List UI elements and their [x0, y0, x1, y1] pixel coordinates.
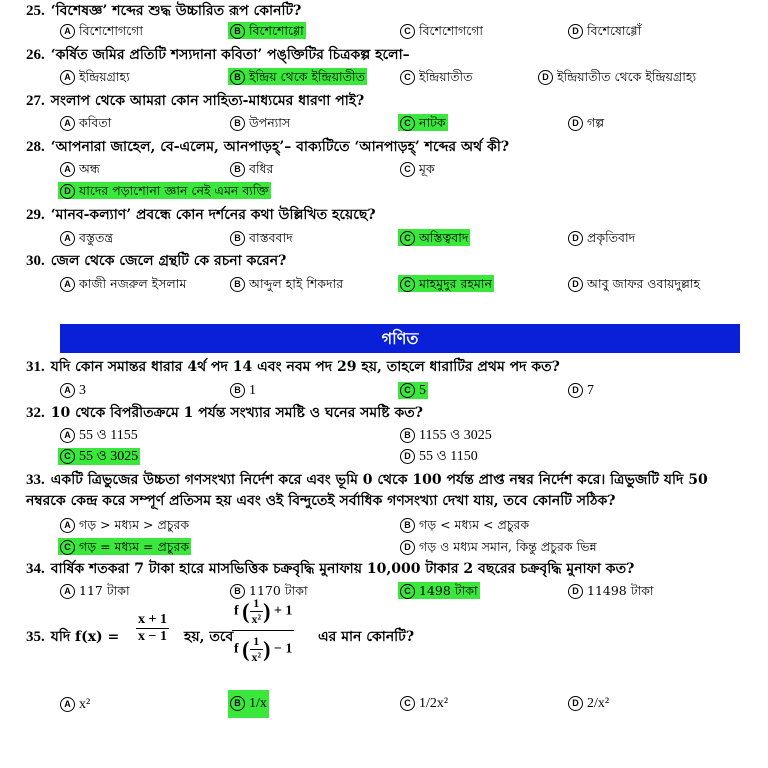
option-marker-icon: C [400, 584, 415, 599]
question-mid-text: হয়, তবে [184, 629, 234, 645]
question-tail-text: এর মান কোনটি? [318, 629, 415, 645]
option-c[interactable]: C ইন্দ্রিয়াতীত [398, 68, 475, 85]
option-c-answer[interactable]: C মাহমুদুর রহমান [398, 275, 494, 292]
option-marker-icon: B [230, 696, 245, 711]
section-banner-math: গণিত [60, 324, 740, 353]
option-a[interactable]: A 55 ও 1155 [58, 427, 140, 444]
question-text: 28. ‘আপনারা জাহেল, বে-এলেম, আনপাড়হ্’– বাক্যটিতে ‘আনপাড়হ্’ শব্দের অর্থ কী? [26, 139, 510, 155]
option-c[interactable]: C বিশেশোগগো [398, 22, 485, 39]
option-marker-icon: C [60, 540, 75, 555]
option-marker-icon: D [400, 449, 415, 464]
compound-fraction: f ( $\frac{1}{\text{x²}}$ ) + 1 f ( $\frac{1}{\text{x²}}$ ) − 1 [234, 596, 293, 664]
option-b[interactable]: B আব্দুল হাই শিকদার [228, 275, 345, 292]
option-d[interactable]: D গল্প [566, 114, 606, 131]
option-marker-icon: D [60, 184, 75, 199]
option-marker-icon: B [230, 116, 245, 131]
option-b[interactable]: B গড় < মধ্যম < প্রচুরক [398, 516, 531, 533]
option-marker-icon: C [400, 696, 415, 711]
option-b[interactable]: B বাস্তববাদ [228, 229, 295, 246]
option-c-answer[interactable]: C 5 [398, 382, 428, 399]
option-marker-icon: B [230, 70, 245, 85]
question-text: 32. 10 থেকে বিপরীতক্রমে 1 পর্যন্ত সংখ্যার সমষ্টি ও ঘনের সমষ্টি কত? [26, 405, 423, 421]
option-marker-icon: D [568, 231, 583, 246]
option-a[interactable]: A 3 [58, 382, 88, 399]
option-a[interactable]: A কাজী নজরুল ইসলাম [58, 275, 188, 292]
question-text: 34. বার্ষিক শতকরা 7 টাকা হারে মাসভিত্তিক চক্রবৃদ্ধি মুনাফায় 10,000 টাকার 2 বছরের চক্রবৃদ্ধি মুনাফা কত? [26, 561, 635, 577]
question-text: 33. একটি ত্রিভুজের উচ্চতা গণসংখ্যা নির্দেশ করে এবং ভূমি 0 থেকে 100 পর্যন্ত প্রাপ্ত নম্বর নির্দেশ করে। ত্রিভুজটি যদি 50 নম্বরকে কেন্দ্র করে সম্পূর্ণ প্রতিসম হয় এবং ওই বিন্দুতেই সর্বাধিক গণসংখ্যা দেখা যায়, তবে কোনটি সঠিক? [26, 472, 708, 509]
option-d[interactable]: D বিশেষোগ্গোঁ [566, 22, 643, 39]
option-marker-icon: B [400, 518, 415, 533]
option-a[interactable]: A x² [58, 696, 92, 713]
option-marker-icon: A [60, 70, 75, 85]
option-marker-icon: A [60, 231, 75, 246]
option-marker-icon: C [400, 24, 415, 39]
question-text: 29. ‘মানব-কল্যাণ’ প্রবন্ধে কোন দর্শনের কথা উল্লিখিত হয়েছে? [26, 207, 376, 223]
option-marker-icon: A [60, 697, 75, 712]
option-d[interactable]: D গড় ও মধ্যম সমান, কিন্তু প্রচুরক ভিন্ন [398, 538, 599, 555]
option-marker-icon: B [230, 24, 245, 39]
option-marker-icon: D [400, 540, 415, 555]
option-d-answer[interactable]: D যাদের পড়াশোনা জ্ঞান নেই এমন ব্যক্তি [58, 182, 271, 199]
option-b-answer[interactable]: B ইন্দ্রিয় থেকে ইন্দ্রিয়াতীত [228, 68, 367, 85]
option-d[interactable]: D 2/x² [566, 690, 611, 718]
option-marker-icon: A [60, 383, 75, 398]
option-b-answer[interactable]: B 1/x [228, 690, 269, 718]
option-marker-icon: D [568, 24, 583, 39]
option-b[interactable]: B 1155 ও 3025 [398, 427, 494, 444]
option-c-answer[interactable]: C নাটক [398, 114, 448, 131]
option-marker-icon: C [60, 449, 75, 464]
option-marker-icon: A [60, 518, 75, 533]
option-a[interactable]: A কবিতা [58, 114, 113, 131]
option-b[interactable]: B 1 [228, 382, 258, 399]
option-b-answer[interactable]: B বিশেশোগ্গো [228, 22, 306, 39]
option-marker-icon: D [568, 277, 583, 292]
option-marker-icon: C [400, 277, 415, 292]
question-text: 27. সংলাপ থেকে আমরা কোন সাহিত্য-মাধ্যমের ধারণা পাই? [26, 93, 365, 109]
question-text: 30. জেল থেকে জেলে গ্রন্থটি কে রচনা করেন? [26, 253, 287, 269]
option-marker-icon: D [568, 383, 583, 398]
question-number: 35. যদি f(x) = [26, 629, 120, 645]
option-b[interactable]: B বধির [228, 160, 275, 177]
option-marker-icon: B [230, 231, 245, 246]
option-marker-icon: B [400, 428, 415, 443]
option-d[interactable]: D আবু জাফর ওবায়দুল্লাহ [566, 275, 702, 292]
option-marker-icon: C [400, 116, 415, 131]
option-d[interactable]: D 55 ও 1150 [398, 448, 480, 465]
question-text: 26. ‘কর্ষিত জমির প্রতিটি শস্যদানা কবিতা’ পঙ্‌ক্তিটির চিত্রকল্প হলো– [26, 47, 410, 63]
option-a[interactable]: A ইন্দ্রিয়গ্রাহ্য [58, 68, 132, 85]
option-a[interactable]: A বিশেশোগগো [58, 22, 145, 39]
option-marker-icon: A [60, 24, 75, 39]
option-d[interactable]: D 11498 টাকা [566, 582, 656, 599]
option-c-answer[interactable]: C গড় = মধ্যম = প্রচুরক [58, 538, 191, 555]
option-a[interactable]: A বস্তুতন্ত্র [58, 229, 115, 246]
option-marker-icon: B [230, 162, 245, 177]
option-marker-icon: C [400, 231, 415, 246]
option-marker-icon: A [60, 162, 75, 177]
option-b[interactable]: B উপন্যাস [228, 114, 292, 131]
option-marker-icon: A [60, 116, 75, 131]
question-text: 31. যদি কোন সমান্তর ধারার 4র্থ পদ 14 এবং নবম পদ 29 হয়, তাহলে ধারাটির প্রথম পদ কত? [26, 359, 560, 375]
option-c[interactable]: C 1/2x² [398, 690, 450, 718]
option-marker-icon: A [60, 277, 75, 292]
option-a[interactable]: A 117 টাকা [58, 582, 132, 599]
option-c[interactable]: C মূক [398, 160, 437, 177]
option-d[interactable]: D ইন্দ্রিয়াতীত থেকে ইন্দ্রিয়গ্রাহ্য [536, 68, 698, 85]
option-marker-icon: C [400, 383, 415, 398]
option-c-answer[interactable]: C অস্তিত্ববাদ [398, 229, 470, 246]
option-marker-icon: D [568, 696, 583, 711]
option-marker-icon: C [400, 162, 415, 177]
option-marker-icon: D [568, 584, 583, 599]
option-marker-icon: A [60, 428, 75, 443]
option-d[interactable]: D প্রকৃতিবাদ [566, 229, 637, 246]
option-b[interactable]: B 1170 টাকা [228, 582, 310, 599]
option-marker-icon: D [538, 70, 553, 85]
option-a[interactable]: A অন্ধ [58, 160, 102, 177]
option-marker-icon: B [230, 277, 245, 292]
option-marker-icon: A [60, 584, 75, 599]
option-d[interactable]: D 7 [566, 382, 596, 399]
option-marker-icon: D [568, 116, 583, 131]
option-marker-icon: C [400, 70, 415, 85]
option-a[interactable]: A গড় > মধ্যম > প্রচুরক [58, 516, 191, 533]
option-marker-icon: B [230, 584, 245, 599]
option-marker-icon: B [230, 383, 245, 398]
question-text: 25. ‘বিশেষজ্ঞ’ শব্দের শুদ্ধ উচ্চারিত রূপ কোনটি? [26, 3, 302, 19]
option-c-answer[interactable]: C 1498 টাকা [398, 582, 480, 599]
fx-fraction: $\frac{x + 1}{x - 1}$ [138, 612, 167, 644]
option-c-answer[interactable]: C 55 ও 3025 [58, 448, 140, 465]
